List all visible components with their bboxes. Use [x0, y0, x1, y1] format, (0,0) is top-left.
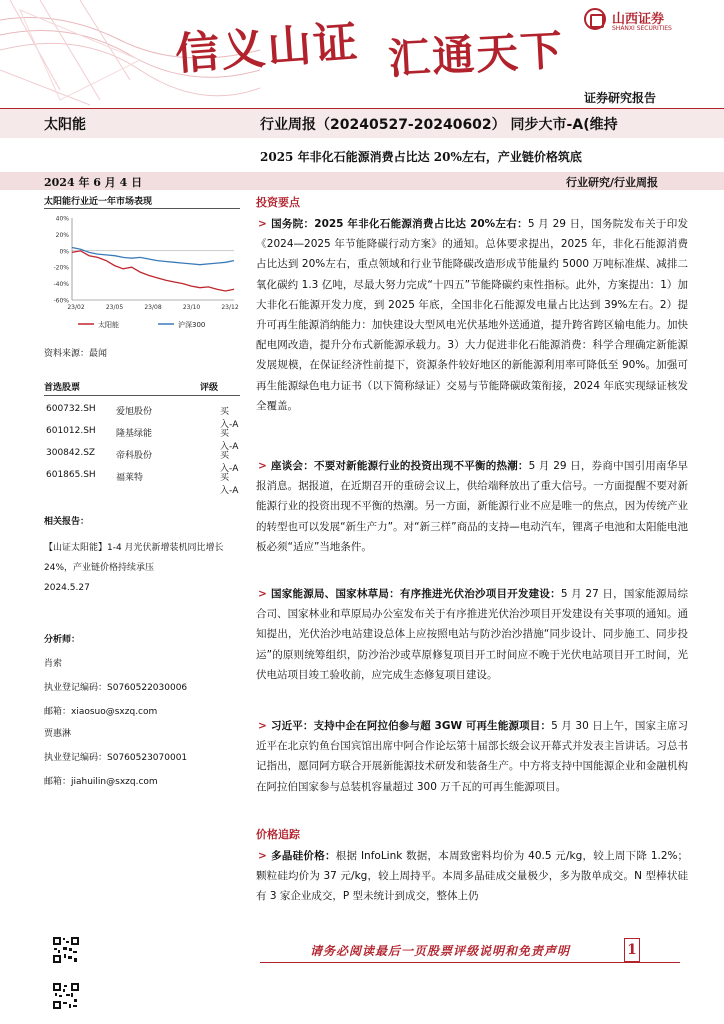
x-tick-label: 23/02	[67, 304, 85, 311]
logo-icon	[584, 8, 606, 30]
stocks-table-header	[44, 380, 240, 396]
analyst-name: 肖索	[44, 659, 63, 669]
section-heading-price: 价格追踪	[256, 828, 300, 841]
disclaimer-notice: 请务必阅读最后一页股票评级说明和免责声明	[310, 944, 571, 958]
paragraph	[256, 846, 688, 907]
paragraph-lead: 国务院：2025 年非化石能源消费占比达 20%左右：	[270, 218, 528, 230]
paragraph-text: 5 月 29 日，券商中国引用南华早报消息。据报道，在近期召开的重磅会议上，供给端释放出了重大信号。一方面提醒不要对新能源行业的投资出现不平衡的热潮。另一方面，新能源行业不应是唯一的焦点，因为传统产业的转型也可以发展“新生产力”。对“新三样”商品的支持—电动汽车，锂离子电池和太阳能电池板必须“适应”当地条件。	[256, 460, 689, 553]
analyst-license: 执业登记编码：S0760523070001	[44, 753, 188, 763]
paragraph-lead: 习近平：支持中企在阿拉伯参与超 3GW 可再生能源项目：	[270, 720, 552, 732]
table-row	[44, 404, 240, 430]
logo-name: 山西证券	[612, 12, 665, 27]
paragraph-text: 根据 InfoLink 数据，本周致密料均价为 40.5 元/kg，较上周下降 1.2%；颗粒硅均价为 37 元/kg，较上周持平。本周多晶硅成交量极少，多为散单成交。N 型棒状硅有 3 家企业成交，P 型未统计到成交，整体上仍	[256, 850, 688, 903]
stock-code: 601012.SH	[46, 426, 96, 436]
bullet-arrow-icon: >	[258, 460, 267, 472]
related-reports-heading: 相关报告：	[44, 517, 90, 527]
header-stock: 首选股票	[44, 383, 81, 393]
report-date: 2024 年 6 月 4 日	[44, 176, 143, 189]
y-tick-label: 20%	[55, 231, 69, 239]
report-category: 行业研究/行业周报	[566, 176, 659, 189]
table-row	[44, 470, 240, 496]
stock-rating: 买入-A	[220, 429, 239, 452]
related-report-title[interactable]: 【山证太阳能】1-4 月光伏新增装机同比增长 24%，产业链价格持续承压	[44, 543, 224, 573]
page-number: 1	[624, 938, 640, 962]
report-subtitle: 2025 年非化石能源消费占比达 20%左右，产业链价格筑底	[260, 150, 582, 164]
stock-code: 600732.SH	[46, 404, 96, 414]
x-tick-label: 23/10	[182, 304, 201, 311]
y-tick-label: -40%	[53, 281, 69, 289]
stock-name: 福莱特	[116, 473, 144, 483]
x-tick-label: 23/08	[144, 304, 162, 311]
stock-name: 爱旭股份	[116, 407, 153, 417]
slogan-right: 汇通天下	[386, 25, 566, 84]
stock-code: 601865.SH	[46, 470, 96, 480]
market-performance-chart	[44, 212, 240, 338]
header-banner	[0, 0, 724, 108]
stock-name: 隆基绿能	[116, 429, 153, 439]
paragraph	[256, 456, 688, 557]
stock-rating: 买入-A	[220, 451, 239, 474]
chart-source: 资料来源：最闻	[44, 349, 108, 359]
stock-rating: 买入-A	[220, 407, 239, 430]
stock-code: 300842.SZ	[46, 448, 96, 458]
analyst-email[interactable]: 邮箱：xiaosuo@sxzq.com	[44, 707, 158, 717]
related-report[interactable]	[44, 538, 240, 598]
table-row	[44, 448, 240, 474]
company-logo	[584, 8, 714, 38]
bullet-arrow-icon: >	[258, 720, 267, 732]
y-tick-label: -20%	[53, 264, 69, 272]
qr-code-icon	[52, 936, 80, 964]
logo-english: SHANXI SECURITIES	[612, 25, 672, 32]
section-heading-highlights: 投资要点	[256, 196, 300, 209]
x-tick-label: 23/12	[221, 304, 239, 311]
analyst-email[interactable]: 邮箱：jiahuilin@sxzq.com	[44, 777, 158, 787]
qr-code-icon	[52, 982, 80, 1010]
series-line-1	[72, 248, 234, 265]
analyst-name: 贾惠淋	[44, 729, 72, 739]
analyst-license: 执业登记编码：S0760522030006	[44, 683, 188, 693]
divider	[44, 208, 240, 209]
report-title: 行业周报（20240527-20240602） 同步大市-A(维持	[260, 117, 618, 133]
bullet-arrow-icon: >	[258, 588, 267, 600]
stock-name: 帝科股份	[116, 451, 153, 461]
series-line-0	[72, 251, 234, 291]
paragraph-lead: 座谈会：不要对新能源行业的投资出现不平衡的热潮：	[270, 460, 529, 472]
paragraph	[256, 716, 688, 797]
paragraph-text: 5 月 29 日，国务院发布关于印发《2024—2025 年节能降碳行动方案》的通知。总体要求提出，2025 年，非化石能源消费占比达到 20%左右，重点领域和行业节能降碳改造形成节能量约 5000 万吨标准煤、减排二氧化碳约 1.3 亿吨，尽最大努力完成“十四五”节能降碳约束性指标。此外，方案提出：1）加大非化石能源开发力度，到 2025 年底，全国非化石能源发电量占比达到 39%左右。2）提升可再生能源消纳能力：加快建设大型风电光伏基地外送通道，提升跨省跨区输电能力。加快配电网改造，提升分布式新能源承载力。3）大力促进非化石能源消费：科学合理确定新能源发展规模，在保证经济性前提下，资源条件较好地区的新能源利用率可降低至 90%。加强可再生能源绿色电力证书（以下简称绿证）交易与节能降碳政策衔接，2024 年底实现绿证核发全覆盖。	[256, 218, 688, 412]
paragraph-text: 5 月 30 日上午，国家主席习近平在北京钓鱼台国宾馆出席中阿合作论坛第十届部长级会议开幕式并发表主旨讲话。习总书记指出，愿同阿方联合开展新能源技术研发和装备生产。中方将支持中国能源企业和金融机构在阿拉伯国家参与总装机容量超过 300 万千瓦的可再生能源项目。	[256, 720, 688, 793]
stock-rating: 买入-A	[220, 473, 239, 496]
sector-label: 太阳能	[44, 117, 86, 133]
slogan-left: 信义山证	[173, 16, 361, 81]
related-report-date: 2024.5.27	[44, 583, 90, 593]
y-tick-label: -60%	[53, 297, 69, 305]
paragraph-lead: 多晶硅价格：	[270, 850, 336, 862]
legend-label: 沪深300	[178, 321, 206, 329]
y-tick-label: 0%	[59, 248, 69, 256]
bullet-arrow-icon: >	[258, 218, 267, 230]
x-tick-label: 23/05	[105, 304, 124, 311]
header-rating: 评级	[200, 383, 219, 393]
y-tick-label: 40%	[55, 215, 69, 223]
paragraph	[256, 584, 688, 685]
paragraph-lead: 国家能源局、国家林草局：有序推进光伏治沙项目开发建设：	[270, 588, 561, 600]
table-row	[44, 426, 240, 452]
legend-label: 太阳能	[98, 321, 119, 329]
paragraph-text: 5 月 27 日，国家能源局综合司、国家林业和草原局办公室发布关于有序推进光伏治沙项目开发建设有关事项的通知。通知提出，光伏治沙电站建设总体上应按照电站与防沙治沙措施“同步设计、同步施工、同步投运”的原则统筹组织，防沙治沙或草原修复项目开工时间应不晚于光伏电站项目开工时间，光伏电站项目竣工验收前，应完成生态修复项目建设。	[256, 588, 689, 681]
analysts-heading: 分析师：	[44, 635, 81, 645]
footer-divider	[260, 962, 680, 963]
report-type: 证券研究报告	[584, 91, 657, 105]
paragraph	[256, 214, 688, 416]
chart-title: 太阳能行业近一年市场表现	[44, 197, 153, 207]
bullet-arrow-icon: >	[258, 850, 267, 862]
